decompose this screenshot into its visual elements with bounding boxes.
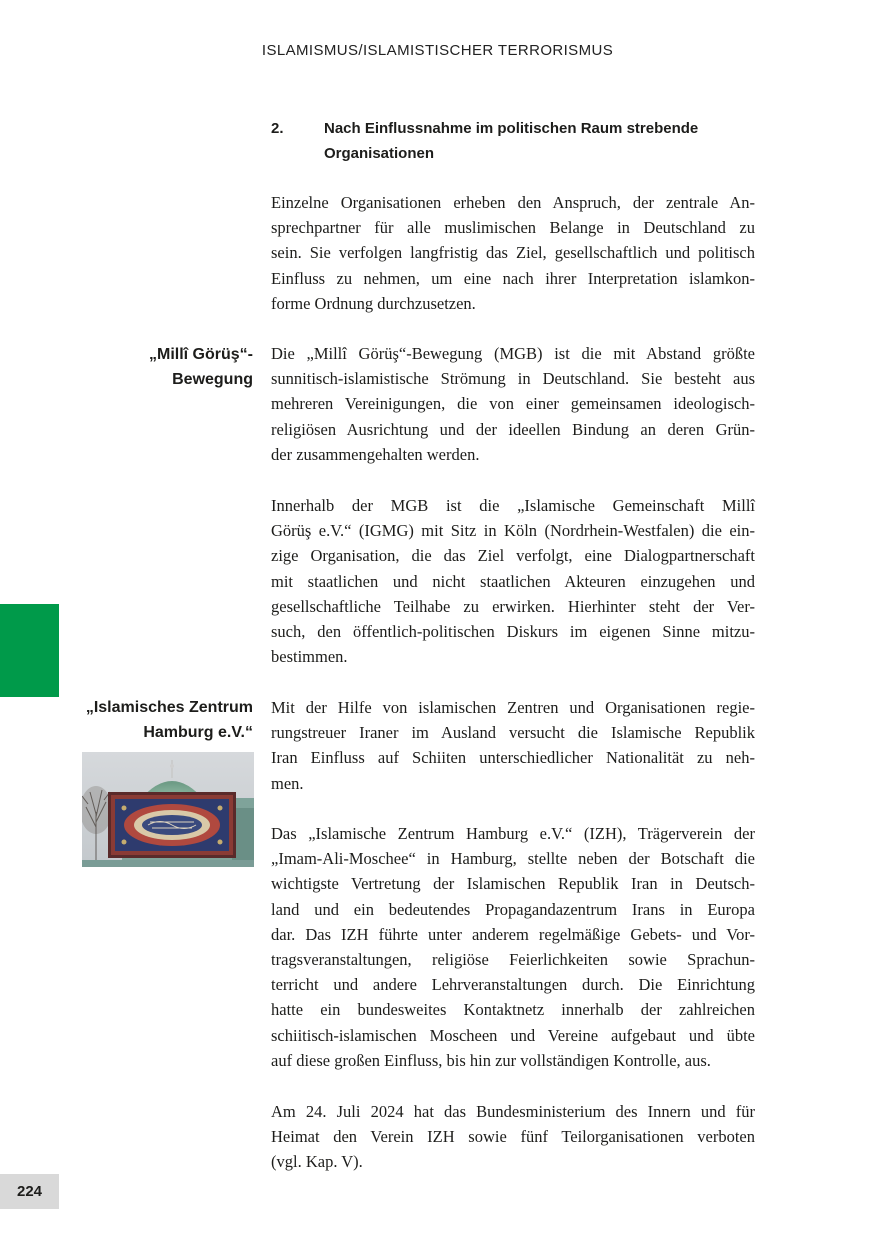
- section-title-line: Organisationen: [324, 145, 435, 162]
- section-title-line: Nach Einflussnahme im politischen Raum strebende: [324, 120, 699, 137]
- running-header: ISLAMISMUS/ISLAMISTISCHER TERRORISMUS: [261, 42, 614, 59]
- text-line: such, den öffentlich-politischen Diskurs im eigenen Sinne mitzu-: [271, 622, 755, 642]
- text-line: men.: [271, 773, 304, 793]
- margin-label-mgb: [149, 342, 253, 392]
- text-line: Einfluss zu nehmen, um eine nach ihrer Interpretation islamkon-: [271, 268, 755, 288]
- margin-label-line: „Islamisches Zentrum: [85, 699, 253, 716]
- text-line: Iran Einfluss auf Schiiten unterschiedlicher Nationalität zu neh-: [271, 748, 755, 768]
- text-line: Am 24. Juli 2024 hat das Bundesministerium des Innern und für: [271, 1102, 755, 1121]
- text-line: Einzelne Organisationen erheben den Anspruch, der zentrale An-: [271, 193, 755, 212]
- text-line: terricht und andere Lehrveranstaltungen durch. Die Einrichtung: [271, 975, 755, 995]
- text-line: land und ein bedeutendes Propagandazentrum Irans in Europa: [271, 899, 755, 919]
- izh-paragraph-2: [271, 821, 755, 1073]
- text-line: Das „Islamische Zentrum Hamburg e.V.“ (IZH), Trägerverein der: [271, 824, 755, 843]
- izh-paragraph-3: [271, 1099, 755, 1175]
- text-line: sein. Sie verfolgen langfristig das Ziel, gesellschaftlich und politisch: [271, 243, 755, 263]
- text-line: schiitisch-islamischen Moscheen und Vereine aufgebaut und übte: [271, 1025, 755, 1045]
- text-line: Die „Millî Görüş“-Bewegung (MGB) ist die mit Abstand größte: [271, 344, 755, 363]
- margin-label-line: Hamburg e.V.“: [143, 724, 253, 741]
- text-line: rungstreuer Iraner im Ausland versucht die Islamische Republik: [271, 723, 755, 743]
- text-line: mehreren Vereinigungen, die von einer gemeinsamen ideologisch-: [271, 394, 755, 414]
- text-line: Heimat den Verein IZH sowie fünf Teilorganisationen verboten: [271, 1127, 755, 1147]
- text-line: sunnitisch-islamistische Strömung in Deutschland. Sie besteht aus: [271, 369, 755, 389]
- mosque-photo: [82, 752, 254, 867]
- text-line: bestimmen.: [271, 647, 348, 667]
- margin-label-izh: [86, 695, 253, 745]
- text-line: der zusammengehalten werden.: [271, 444, 480, 464]
- margin-label-line: „Millî Görüş“-: [149, 346, 253, 363]
- text-line: mit staatlichen und nicht staatlichen Akteuren einzugehen und: [271, 571, 755, 591]
- section-number: 2.: [271, 120, 284, 137]
- mgb-paragraph-2: [271, 493, 755, 669]
- text-line: dar. Das IZH führte unter anderem regelmäßige Gebets- und Vor-: [271, 924, 755, 944]
- page-number: 224: [0, 1174, 59, 1209]
- text-line: Görüş e.V.“ (IGMG) mit Sitz in Köln (Nordrhein-Westfalen) die ein-: [271, 521, 755, 541]
- text-line: auf diese großen Einfluss, bis hin zur vollständigen Kontrolle, aus.: [271, 1050, 711, 1070]
- text-line: Mit der Hilfe von islamischen Zentren und Organisationen regie-: [271, 698, 755, 717]
- text-line: tragsveranstaltungen, religiöse Feierlichkeiten sowie Sprachun-: [271, 950, 755, 970]
- izh-paragraph-1: [271, 695, 755, 796]
- text-line: sprechpartner für alle muslimischen Belange in Deutschland zu: [271, 218, 755, 238]
- text-line: hatte ein bundesweites Kontaktnetz innerhalb der zahlreichen: [271, 1000, 755, 1020]
- text-line: zige Organisation, die das Ziel verfolgt, eine Dialogpartnerschaft: [271, 546, 755, 566]
- text-line: (vgl. Kap. V).: [271, 1152, 363, 1172]
- intro-paragraph: [271, 190, 755, 316]
- text-line: forme Ordnung durchzusetzen.: [271, 293, 476, 313]
- text-line: gesellschaftliche Teilhabe zu erwirken. Hierhinter steht der Ver-: [271, 596, 755, 616]
- chapter-color-tab: [0, 604, 59, 697]
- mgb-paragraph-1: [271, 341, 755, 467]
- margin-label-line: Bewegung: [172, 371, 253, 388]
- text-line: Innerhalb der MGB ist die „Islamische Gemeinschaft Millî: [271, 496, 755, 515]
- section-title: [324, 116, 724, 166]
- text-line: religiösen Ausrichtung und der ideellen Bindung an deren Grün-: [271, 419, 755, 439]
- text-line: „Imam-Ali-Moschee“ in Hamburg, stellte neben der Botschaft die: [271, 849, 755, 869]
- text-line: wichtigste Vertretung der Islamischen Republik Iran in Deutsch-: [271, 874, 755, 894]
